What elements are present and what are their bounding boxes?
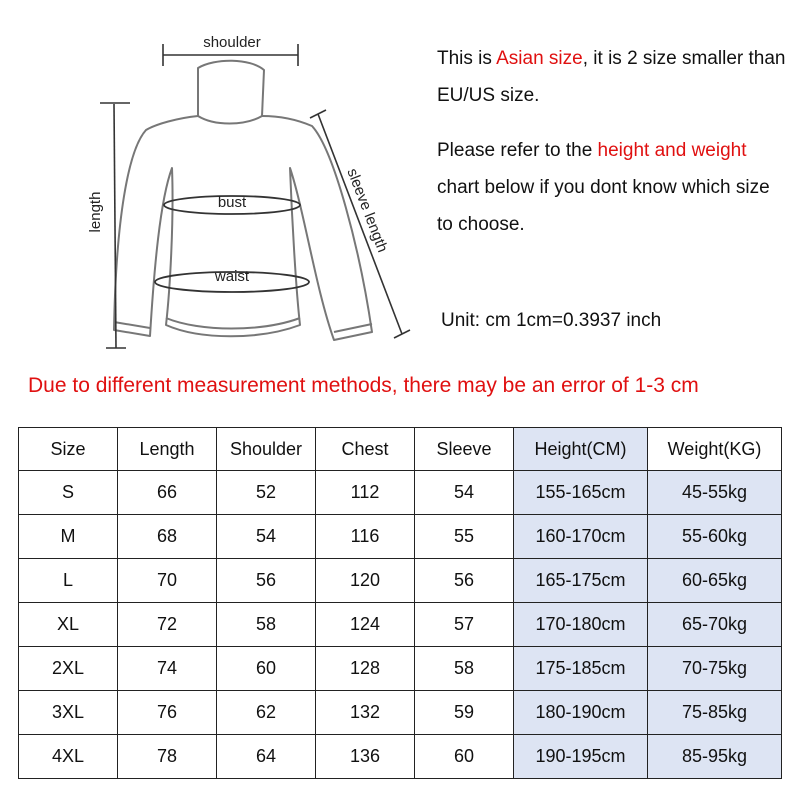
table-cell-height: 160-170cm (514, 515, 648, 559)
note-text: chart below if you dont know which size to choose. (437, 177, 770, 235)
header-weight: Weight(KG) (648, 428, 782, 471)
table-cell-weight: 45-55kg (648, 471, 782, 515)
table-cell-size: M (19, 515, 118, 559)
table-cell-chest: 132 (316, 691, 415, 735)
table-cell-weight: 70-75kg (648, 647, 782, 691)
table-cell-height: 175-185cm (514, 647, 648, 691)
table-cell-length: 78 (118, 735, 217, 779)
table-row (19, 515, 782, 559)
table-cell-size: XL (19, 603, 118, 647)
note-text: , it is 2 size smaller than EU/US size. (437, 48, 786, 106)
table-cell-chest: 120 (316, 559, 415, 603)
table-cell-length: 70 (118, 559, 217, 603)
height-weight-highlight: height and weight (597, 140, 747, 161)
table-cell-sleeve: 60 (415, 735, 514, 779)
table-cell-chest: 124 (316, 603, 415, 647)
table-cell-chest: 128 (316, 647, 415, 691)
header-chest: Chest (316, 428, 415, 471)
table-cell-chest: 136 (316, 735, 415, 779)
table-cell-sleeve: 57 (415, 603, 514, 647)
table-cell-length: 68 (118, 515, 217, 559)
table-row (19, 471, 782, 515)
table-cell-sleeve: 56 (415, 559, 514, 603)
length-measurement (106, 104, 126, 348)
measurement-disclaimer: Due to different measurement methods, there may be an error of 1-3 cm (28, 374, 699, 397)
table-cell-size: S (19, 471, 118, 515)
table-cell-sleeve: 59 (415, 691, 514, 735)
sleeve-length-measurement (310, 110, 410, 338)
table-cell-shoulder: 56 (217, 559, 316, 603)
table-cell-chest: 112 (316, 471, 415, 515)
asian-size-highlight: Asian size (496, 48, 583, 69)
table-header-row (19, 428, 782, 471)
table-cell-height: 165-175cm (514, 559, 648, 603)
table-cell-shoulder: 60 (217, 647, 316, 691)
note-text: Please refer to the (437, 140, 598, 161)
header-shoulder: Shoulder (217, 428, 316, 471)
table-cell-shoulder: 58 (217, 603, 316, 647)
table-cell-weight: 85-95kg (648, 735, 782, 779)
garment-measurement-diagram (0, 0, 420, 365)
note-text: This is (437, 48, 497, 69)
table-row (19, 603, 782, 647)
table-cell-shoulder: 52 (217, 471, 316, 515)
table-row (19, 691, 782, 735)
table-cell-size: 4XL (19, 735, 118, 779)
table-cell-sleeve: 58 (415, 647, 514, 691)
table-cell-weight: 60-65kg (648, 559, 782, 603)
table-cell-length: 66 (118, 471, 217, 515)
table-cell-weight: 65-70kg (648, 603, 782, 647)
header-height: Height(CM) (514, 428, 648, 471)
size-chart-table (18, 427, 782, 779)
table-cell-size: 2XL (19, 647, 118, 691)
table-cell-length: 74 (118, 647, 217, 691)
table-cell-size: L (19, 559, 118, 603)
table-row (19, 647, 782, 691)
asian-size-note (437, 40, 787, 114)
header-length: Length (118, 428, 217, 471)
table-cell-height: 190-195cm (514, 735, 648, 779)
chart-reference-note (437, 132, 787, 243)
table-cell-sleeve: 54 (415, 471, 514, 515)
shoulder-label: shoulder (203, 34, 261, 51)
table-cell-height: 170-180cm (514, 603, 648, 647)
table-cell-shoulder: 64 (217, 735, 316, 779)
table-cell-weight: 55-60kg (648, 515, 782, 559)
table-cell-length: 76 (118, 691, 217, 735)
table-cell-shoulder: 54 (217, 515, 316, 559)
header-sleeve: Sleeve (415, 428, 514, 471)
table-cell-shoulder: 62 (217, 691, 316, 735)
table-cell-size: 3XL (19, 691, 118, 735)
table-row (19, 735, 782, 779)
waist-label: waist (214, 268, 250, 285)
bust-label: bust (217, 194, 247, 211)
table-cell-weight: 75-85kg (648, 691, 782, 735)
table-row (19, 559, 782, 603)
length-label: length (87, 191, 104, 233)
unit-conversion-note: Unit: cm 1cm=0.3937 inch (441, 310, 662, 331)
table-cell-chest: 116 (316, 515, 415, 559)
table-cell-sleeve: 55 (415, 515, 514, 559)
sleeve-length-label: sleeve length (343, 166, 391, 255)
table-cell-length: 72 (118, 603, 217, 647)
table-cell-height: 155-165cm (514, 471, 648, 515)
table-cell-height: 180-190cm (514, 691, 648, 735)
header-size: Size (19, 428, 118, 471)
